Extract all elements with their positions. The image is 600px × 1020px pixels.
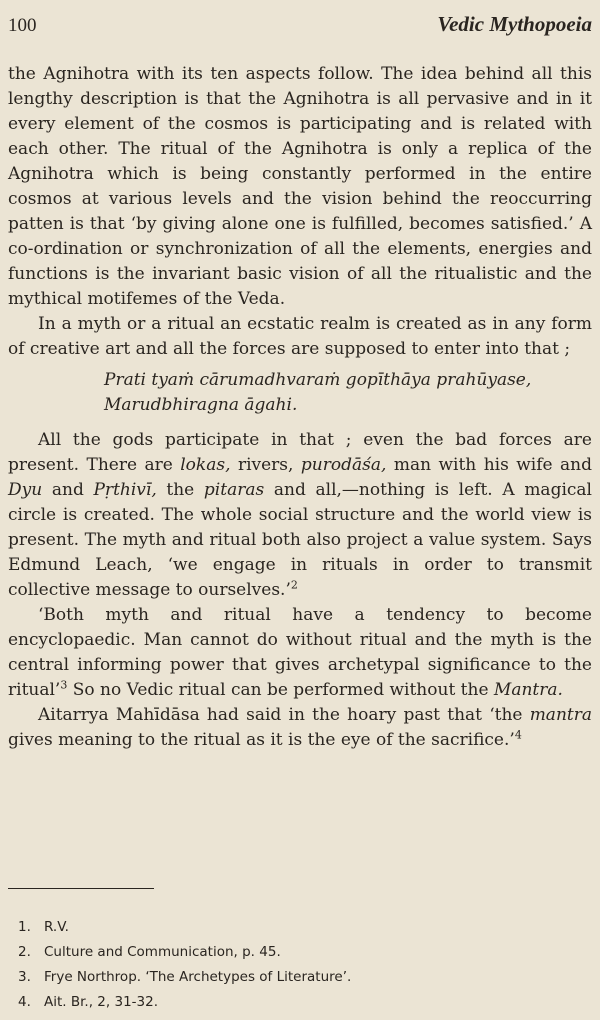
italic-term: mantra bbox=[529, 705, 592, 725]
footnote-number: 2. bbox=[18, 944, 31, 960]
text-run: rivers, bbox=[230, 455, 301, 475]
footnote-item bbox=[18, 915, 351, 940]
page-number: 100 bbox=[8, 15, 37, 36]
footnote-item bbox=[18, 965, 351, 990]
text-run: man with his wife and bbox=[386, 455, 593, 475]
footnote-ref: 4 bbox=[514, 728, 522, 742]
text-run: All the gods participate in that ; even the bad forces are present. There are bbox=[8, 430, 592, 475]
text-run: ‘Both myth and ritual have a tendency to become encyclopaedic. Man cannot do without ritual and the myth is the central informing power that gives archetypal significance to the ritual’ bbox=[8, 605, 592, 700]
paragraph-4 bbox=[8, 603, 592, 703]
italic-term: purodāśa, bbox=[300, 455, 387, 475]
paragraph-2: In a myth or a ritual an ecstatic realm is created as in any form of creative art and all the forces are supposed to enter into that ; bbox=[8, 314, 592, 359]
footnote-text: R.V. bbox=[44, 919, 69, 935]
footnote-text: Culture and Communication, p. 45. bbox=[44, 944, 281, 960]
text-run: gives meaning to the ritual as it is the eye of the sacrifice.’ bbox=[8, 730, 515, 750]
italic-term: Dyu bbox=[8, 480, 43, 500]
main-text bbox=[8, 62, 592, 753]
italic-term: Pṛthivī, bbox=[93, 480, 157, 500]
sanskrit-verse bbox=[104, 368, 592, 418]
footnote-divider bbox=[8, 888, 154, 889]
footnote-number: 1. bbox=[18, 919, 31, 935]
text-run: the bbox=[156, 480, 204, 500]
page-header bbox=[8, 12, 592, 42]
paragraph-1: the Agnihotra with its ten aspects follow. The idea behind all this lengthy description is that the Agnihotra is all pervasive and in it every element of the cosmos is participating and is related with each other. The ritual of the Agnihotra is only a replica of the Agnihotra which is being constantly performed in the entire cosmos at various levels and the vision behind the reoccurring patten is that ‘by giving alone one is fulfilled, becomes satisfied.’ A co-ordination or synchronization of all the elements, energies and functions is the invariant basic vision of all the ritualistic and the mythical motifemes of the Veda. bbox=[8, 64, 592, 309]
text-run: Aitarrya Mahīdāsa had said in the hoary past that ‘the bbox=[38, 705, 530, 725]
text-run: and all,—nothing is left. A magical circle is created. The whole social structure and the world view is present. The myth and ritual both also project a value system. Says Edmund Leach, ‘we engage in rituals in order to transmit collective message to ourselves.’ bbox=[8, 480, 592, 600]
text-run: So no Vedic ritual can be performed without the bbox=[67, 680, 494, 700]
running-title: Vedic Mythopoeia bbox=[437, 12, 592, 36]
italic-term: lokas, bbox=[180, 455, 231, 475]
footnote-number: 4. bbox=[18, 994, 31, 1010]
footnote-ref: 2 bbox=[290, 578, 298, 592]
paragraph-5 bbox=[8, 703, 592, 753]
footnote-item bbox=[18, 940, 351, 965]
footnote-number: 3. bbox=[18, 969, 31, 985]
verse-line-2: Marudbhiragna āgahi. bbox=[104, 395, 298, 415]
paragraph-3 bbox=[8, 428, 592, 603]
italic-term: pitaras bbox=[203, 480, 265, 500]
footnote-item bbox=[18, 990, 351, 1015]
footnotes bbox=[18, 915, 351, 1015]
footnote-text: Ait. Br., 2, 31-32. bbox=[44, 994, 158, 1010]
footnote-ref: 3 bbox=[60, 678, 68, 692]
verse-line-1: Prati tyaṁ cārumadhvaraṁ gopīthāya prahūyase, bbox=[104, 370, 532, 390]
text-run: and bbox=[42, 480, 94, 500]
italic-term: Mantra. bbox=[493, 680, 563, 700]
footnote-text: Frye Northrop. ‘The Archetypes of Literature’. bbox=[44, 969, 352, 985]
